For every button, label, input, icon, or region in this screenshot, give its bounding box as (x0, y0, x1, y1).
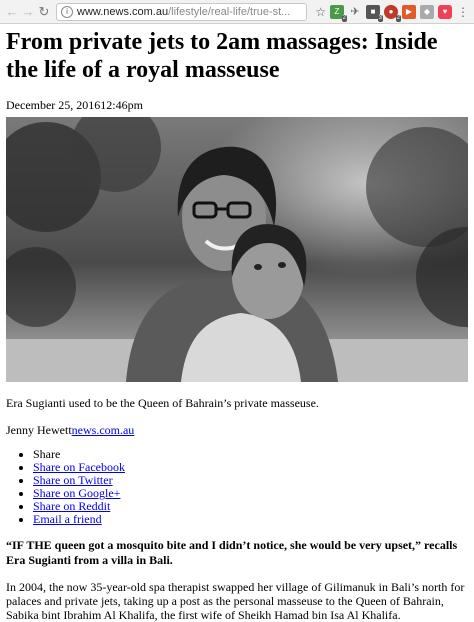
list-item (33, 513, 468, 526)
url-path: /lifestyle/real-life/true-st... (168, 5, 291, 18)
menu-icon[interactable]: ⋮ (457, 4, 469, 19)
byline (6, 423, 468, 438)
share-facebook-link[interactable]: Share on Facebook (33, 460, 125, 474)
share-twitter-link[interactable]: Share on Twitter (33, 473, 113, 487)
extension-red-icon[interactable]: ● 2 (384, 5, 398, 19)
extension-orange-icon[interactable]: ▶ (402, 5, 416, 19)
article-photo (6, 117, 468, 382)
extension-plane-icon[interactable]: ✈ (350, 5, 360, 18)
photo-caption: Era Sugianti used to be the Queen of Bahrain’s private masseuse. (6, 396, 319, 410)
article-paragraph: In 2004, the now 35-year-old spa therapist swapped her village of Gilimanuk in Bali’s north for palaces and private jets, taking up a post as the personal masseuse to the Queen of Bahrain, Sabika bint Ibrahim Al Khalifa, the first wife of Sheikh Hamad bin Isa Al Khalifa. (6, 580, 465, 622)
author-name: Jenny Hewett (6, 423, 72, 437)
extension-dark-icon[interactable]: ■ 3 (366, 5, 380, 19)
share-google-plus-link[interactable]: Share on Google+ (33, 486, 121, 500)
forward-arrow-icon[interactable]: → (21, 4, 35, 19)
article-lead: “IF THE queen got a mosquito bite and I didn’t notice, she would be very upset,” recalls Era Sugianti from a villa in Bali. (6, 538, 458, 567)
back-arrow-icon[interactable]: ← (5, 4, 19, 19)
share-list (6, 448, 468, 526)
author-source-link[interactable]: news.com.au (71, 423, 135, 437)
url-host: www.news.com.au (77, 5, 169, 18)
email-friend-link[interactable]: Email a friend (33, 512, 102, 526)
extension-green-icon[interactable]: Z 2 (330, 5, 344, 19)
bookmark-star-icon[interactable]: ☆ (315, 4, 326, 19)
headline: From private jets to 2am massages: Inside the life of a royal masseuse (6, 29, 438, 83)
share-label: • Share (33, 448, 468, 461)
publish-date: December 25, 201612:46pm (6, 98, 143, 112)
info-icon[interactable]: i (61, 6, 73, 18)
browser-toolbar (0, 0, 474, 24)
reload-icon[interactable]: ↻ (38, 3, 50, 19)
extension-grey-icon[interactable]: ◆ (420, 5, 434, 19)
pocket-icon[interactable]: ♥ (438, 5, 452, 19)
article (0, 24, 474, 622)
address-bar[interactable] (56, 3, 307, 21)
share-reddit-link[interactable]: Share on Reddit (33, 499, 111, 513)
